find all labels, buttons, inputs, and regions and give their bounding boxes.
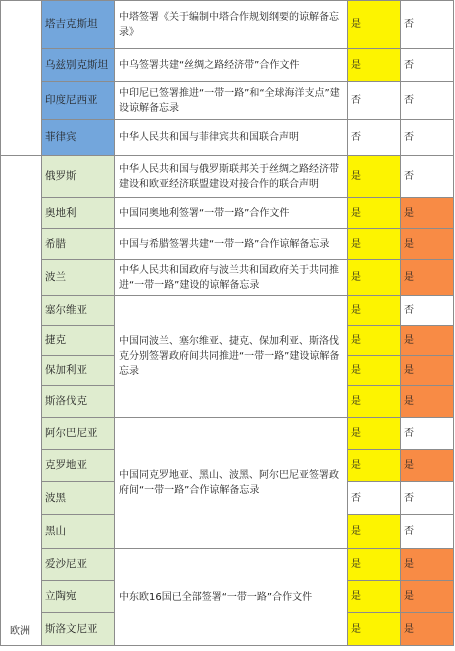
flag-cell-1: 是: [348, 549, 401, 581]
flag-cell-1: 否: [348, 482, 401, 515]
flag-cell-2: 否: [401, 296, 454, 326]
country-cell: 俄罗斯: [42, 156, 115, 198]
flag-cell-1: 是: [348, 418, 401, 450]
flag-cell-1: 是: [348, 356, 401, 386]
table-row: [1, 156, 454, 198]
country-cell: 捷克: [42, 326, 115, 356]
flag-cell-1: 是: [348, 386, 401, 418]
flag-cell-2: 是: [401, 549, 454, 581]
country-cell: 希腊: [42, 229, 115, 260]
flag-cell-1: 是: [348, 49, 401, 82]
table-row: [1, 229, 454, 260]
flag-cell-2: 是: [401, 450, 454, 482]
document-cell: 中华人民共和国与俄罗斯联邦关于丝绸之路经济带建设和欧亚经济联盟建设对接合作的联合声明: [115, 156, 348, 198]
flag-cell-2: 否: [401, 515, 454, 549]
region-europe-cell: 欧洲: [1, 156, 42, 646]
table-row: [1, 1, 454, 49]
country-cell: 菲律宾: [42, 120, 115, 156]
flag-cell-2: 否: [401, 418, 454, 450]
flag-cell-1: 是: [348, 260, 401, 296]
country-cell: 波兰: [42, 260, 115, 296]
table-row: [1, 198, 454, 229]
country-cell: 斯洛文尼亚: [42, 613, 115, 646]
flag-cell-1: 否: [348, 120, 401, 156]
flag-cell-1: 是: [348, 156, 401, 198]
flag-cell-2: 是: [401, 386, 454, 418]
country-cell: 克罗地亚: [42, 450, 115, 482]
table-row: [1, 49, 454, 82]
document-cell: 中国与希腊签署共建“一带一路”合作谅解备忘录: [115, 229, 348, 260]
flag-cell-2: 是: [401, 613, 454, 646]
flag-cell-1: 是: [348, 581, 401, 613]
flag-cell-2: 否: [401, 49, 454, 82]
country-cell: 爱沙尼亚: [42, 549, 115, 581]
country-cell: 奥地利: [42, 198, 115, 229]
flag-cell-2: 是: [401, 581, 454, 613]
flag-cell-1: 是: [348, 450, 401, 482]
document-cell: 中东欧16国已全部签署“一带一路”合作文件: [115, 549, 348, 646]
flag-cell-2: 是: [401, 356, 454, 386]
flag-cell-2: 否: [401, 156, 454, 198]
flag-cell-1: 是: [348, 326, 401, 356]
country-cell: 乌兹别克斯坦: [42, 49, 115, 82]
table-row: [1, 418, 454, 450]
document-cell: 中印尼已签署推进“一带一路”和“全球海洋支点”建设谅解备忘录: [115, 82, 348, 120]
flag-cell-1: 是: [348, 613, 401, 646]
country-cell: 立陶宛: [42, 581, 115, 613]
document-cell: 中乌签署共建“丝绸之路经济带”合作文件: [115, 49, 348, 82]
flag-cell-2: 否: [401, 1, 454, 49]
flag-cell-2: 否: [401, 82, 454, 120]
flag-cell-2: 是: [401, 198, 454, 229]
document-cell: 中华人民共和国政府与波兰共和国政府关于共同推进“一带一路”建设的谅解备忘录: [115, 260, 348, 296]
table-row: [1, 296, 454, 326]
table-row: [1, 549, 454, 581]
flag-cell-1: 是: [348, 515, 401, 549]
country-cell: 波黑: [42, 482, 115, 515]
flag-cell-1: 否: [348, 82, 401, 120]
country-cell: 黑山: [42, 515, 115, 549]
flag-cell-2: 是: [401, 260, 454, 296]
flag-cell-1: 是: [348, 296, 401, 326]
document-cell: 中国同奥地利签署“一带一路”合作文件: [115, 198, 348, 229]
country-cell: 保加利亚: [42, 356, 115, 386]
document-cell: 中国同波兰、塞尔维亚、捷克、保加利亚、斯洛伐克分别签署政府间共同推进“一带一路”建设谅解备忘录: [115, 296, 348, 418]
document-cell: 中国同克罗地亚、黑山、波黑、阿尔巴尼亚签署政府间“一带一路”合作谅解备忘录: [115, 418, 348, 549]
region-asia-cell: [1, 1, 42, 156]
flag-cell-2: 否: [401, 482, 454, 515]
country-cell: 阿尔巴尼亚: [42, 418, 115, 450]
country-cell: 塞尔维亚: [42, 296, 115, 326]
table-row: [1, 82, 454, 120]
country-cell: 斯洛伐克: [42, 386, 115, 418]
document-cell: 中华人民共和国与菲律宾共和国联合声明: [115, 120, 348, 156]
flag-cell-1: 是: [348, 198, 401, 229]
flag-cell-2: 否: [401, 120, 454, 156]
document-cell: 中塔签署《关于编制中塔合作规划纲要的谅解备忘录》: [115, 1, 348, 49]
table-row: [1, 120, 454, 156]
country-cell: 塔吉克斯坦: [42, 1, 115, 49]
flag-cell-2: 是: [401, 229, 454, 260]
flag-cell-2: 是: [401, 326, 454, 356]
table-row: [1, 260, 454, 296]
country-cell: 印度尼西亚: [42, 82, 115, 120]
flag-cell-1: 是: [348, 229, 401, 260]
flag-cell-1: 是: [348, 1, 401, 49]
